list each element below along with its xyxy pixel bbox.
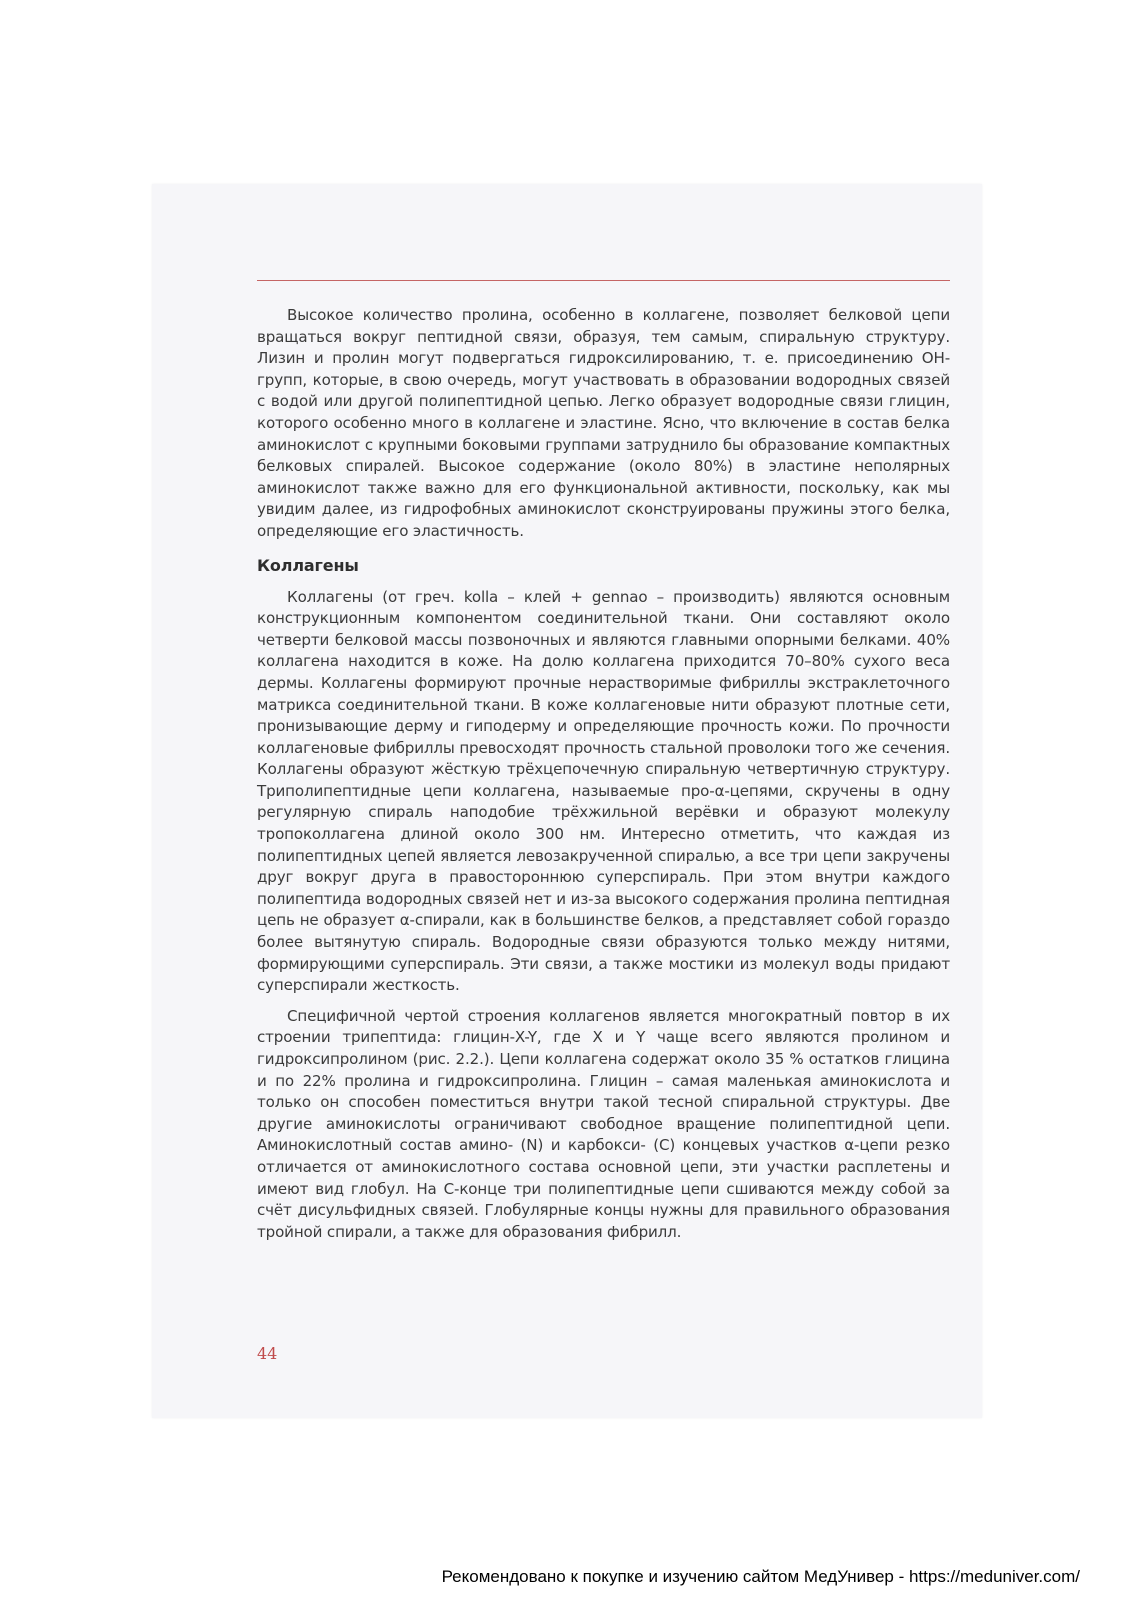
header-rule <box>257 280 950 281</box>
paragraph-tripeptide: Специфичной чертой строения коллагенов является многократный повтор в их строении трипептида: глицин-X-Y, где X и Y чаще всего являются пролином и гидроксипролином (рис. 2.2.). Цепи коллагена содержат около 35 % остатков глицина и по 22% пролина и гидроксипролина. Глицин – самая маленькая аминокислота и только он способен поместиться внутри такой тесной спиральной структуры. Две другие аминокислоты ограничивают свободное вращение полипептидной цепи. Аминокислотный состав амино- (N) и карбокси- (С) концевых участков α-цепи резко отличается от аминокислотного состава основной цепи, эти участки расплетены и имеют вид глобул. На С-конце три полипептидные цепи сшиваются между собой за счёт дисульфидных связей. Глобулярные концы нужны для правильного образования тройной спирали, а также для образования фибрилл. <box>257 1006 950 1241</box>
book-page <box>152 184 982 1418</box>
section-heading: Коллагены <box>257 555 359 575</box>
paragraph-collagens: Коллагены (от греч. kolla – клей + gennao – производить) являются основным конструкционным компонентом соединительной ткани. Они составляют около четверти белковой массы позвоночных и являются главными опорными белками. 40% коллагена находится в коже. На долю коллагена приходится 70–80% сухого веса дермы. Коллагены формируют прочные нерастворимые фибриллы экстраклеточного матрикса соединительной ткани. В коже коллагеновые нити образуют плотные сети, пронизывающие дерму и гиподерму и определяющие прочность кожи. По прочности коллагеновые фибриллы превосходят прочность стальной проволоки того же сечения. Коллагены образуют жёсткую трёхцепочечную спиральную четвертичную структуру. Триполипептидные цепи коллагена, называемые про-α-цепями, скручены в одну регулярную спираль наподобие трёхжильной верёвки и образуют молекулу тропоколлагена длиной около 300 нм. Интересно отметить, что каждая из полипептидных цепей является левозакрученной спиралью, а все три цепи закручены друг вокруг друга в правостороннюю суперспираль. При этом внутри каждого полипептида водородных связей нет и из-за высокого содержания пролина пептидная цепь не образует α-спирали, как в большинстве белков, а представляет собой гораздо более вытянутую спираль. Водородные связи образуются только между нитями, формирующими суперспираль. Эти связи, а также мостики из молекул воды придают суперспирали жесткость. <box>257 587 950 995</box>
text-block <box>257 305 950 1243</box>
paragraph-proline: Высокое количество пролина, особенно в коллагене, позволяет белковой цепи вращаться вокруг пептидной связи, образуя, тем самым, спиральную структуру. Лизин и пролин могут подвергаться гидроксилированию, т. е. присоединению ОН-групп, которые, в свою очередь, могут участвовать в образовании водородных связей с водой или другой полипептидной цепью. Легко образует водородные связи глицин, которого особенно много в коллагене и эластине. Ясно, что включение в состав белка аминокислот с крупными боковыми группами затруднило бы образование компактных белковых спиралей. Высокое содержание (около 80%) в эластине неполярных аминокислот также важно для его функциональной активности, поскольку, как мы увидим далее, из гидрофобных аминокислот сконструированы пружины этого белка, определяющие его эластичность. <box>257 306 950 540</box>
footer-recommendation: Рекомендовано к покупке и изучению сайтом МедУнивер - https://meduniver.com/ <box>441 1567 1080 1586</box>
page-number: 44 <box>257 1344 278 1363</box>
